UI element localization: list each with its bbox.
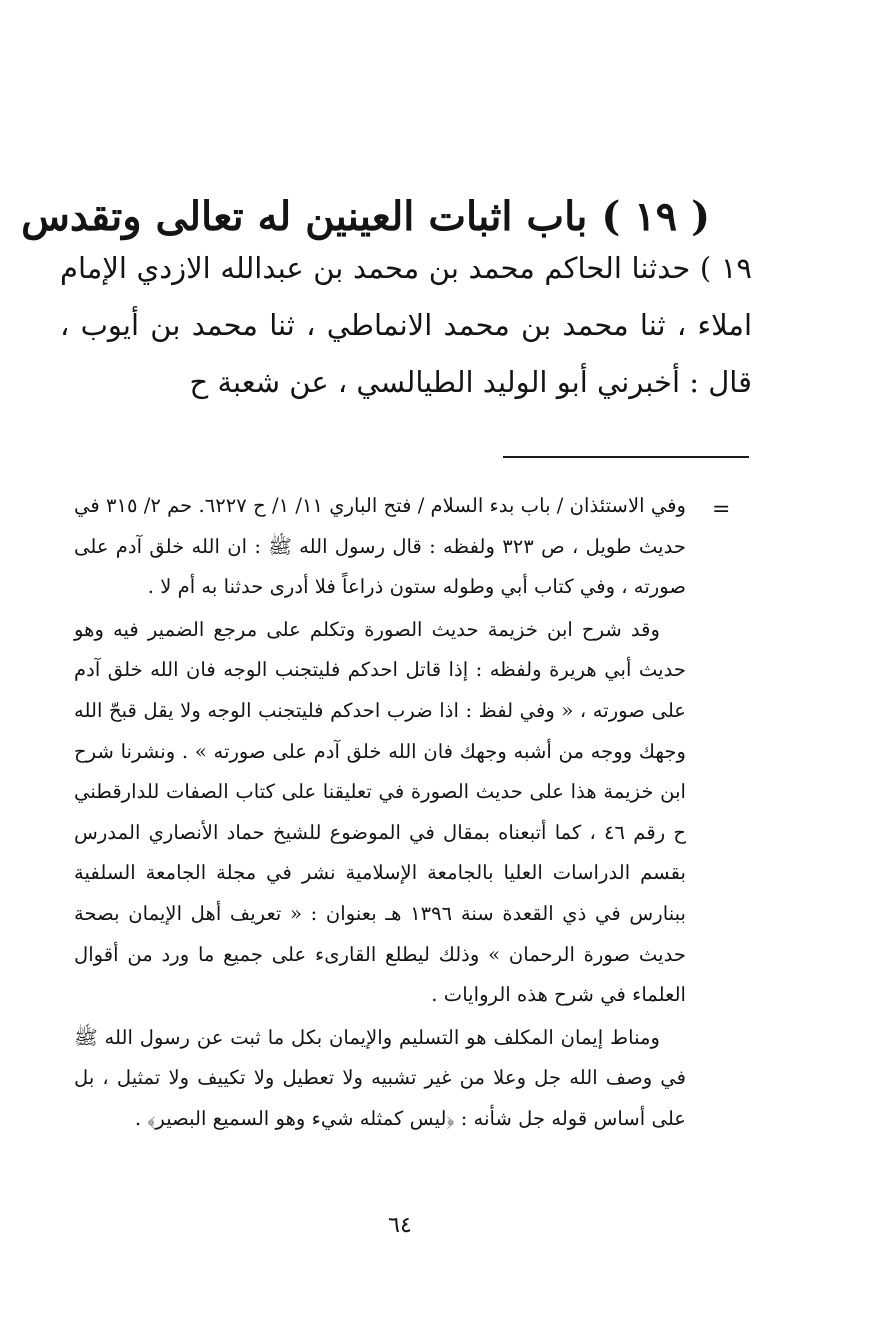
- hadith-body: [60, 240, 752, 411]
- footnote-continuation-marker: =: [712, 497, 731, 522]
- footnote-paragraph: وقد شرح ابن خزيمة حديث الصورة وتكلم على مرجع الضمير فيه وهو حديث أبي هريرة ولفظه : إذا قاتل احدكم فليتجنب الوجه فان الله خلق آدم على صورته ، « وفي لفظ : اذا ضرب احدكم فليتجنب الوجه ولا يقل قبحّ الله وجهك ووجه من أشبه وجهك فان الله خلق آدم على صورته » . ونشرنا شرح ابن خزيمة هذا على حديث الصورة في تعليقنا على كتاب الصفات للدارقطني ح رقم ٤٦ ، كما أتبعناه بمقال في الموضوع للشيخ حماد الأنصاري المدرس بقسم الدراسات العليا بالجامعة الإسلامية نشر في مجلة الجامعة السلفية ببنارس في ذي القعدة سنة ١٣٩٦ هـ بعنوان : « تعريف أهل الإيمان بصحة حديث صورة الرحمان » وذلك ليطلع القارىء على جميع ما ورد من أقوال العلماء في شرح هذه الروايات .: [74, 617, 686, 1007]
- footnote-paragraph: ومناط إيمان المكلف هو التسليم والإيمان بكل ما ثبت عن رسول الله ﷺ في وصف الله جل وعلا من غير تشبيه ولا تعطيل ولا تكييف ولا تمثيل ، بل على أساس قوله جل شأنه : ﴿ليس كمثله شيء وهو السميع البصير﴾ .: [74, 1025, 686, 1130]
- footnote-divider: [503, 456, 749, 458]
- footnote-paragraph: وفي الاستئذان / باب بدء السلام / فتح الباري ١١/ ١/ ح ٦٢٢٧. حم ٢/ ٣١٥ في حديث طويل ، ص ٣٢٣ ولفظه : قال رسول الله ﷺ : ان الله خلق آدم على صورته ، وفي كتاب أبي وطوله ستون ذراعاً فلا أدرى حدثنا به أم لا .: [74, 494, 686, 599]
- chapter-title: ( ١٩ ) باب اثبات العينين له تعالى وتقدس: [21, 192, 710, 240]
- page-number: ٦٤: [388, 1213, 412, 1238]
- footnotes: [74, 486, 686, 1140]
- hadith-text: ١٩ ) حدثنا الحاكم محمد بن محمد بن عبدالله الازدي الإمام املاء ، ثنا محمد بن محمد الانماطي ، ثنا محمد بن أيوب ، قال : أخبرني أبو الوليد الطيالسي ، عن شعبة ح: [60, 251, 752, 399]
